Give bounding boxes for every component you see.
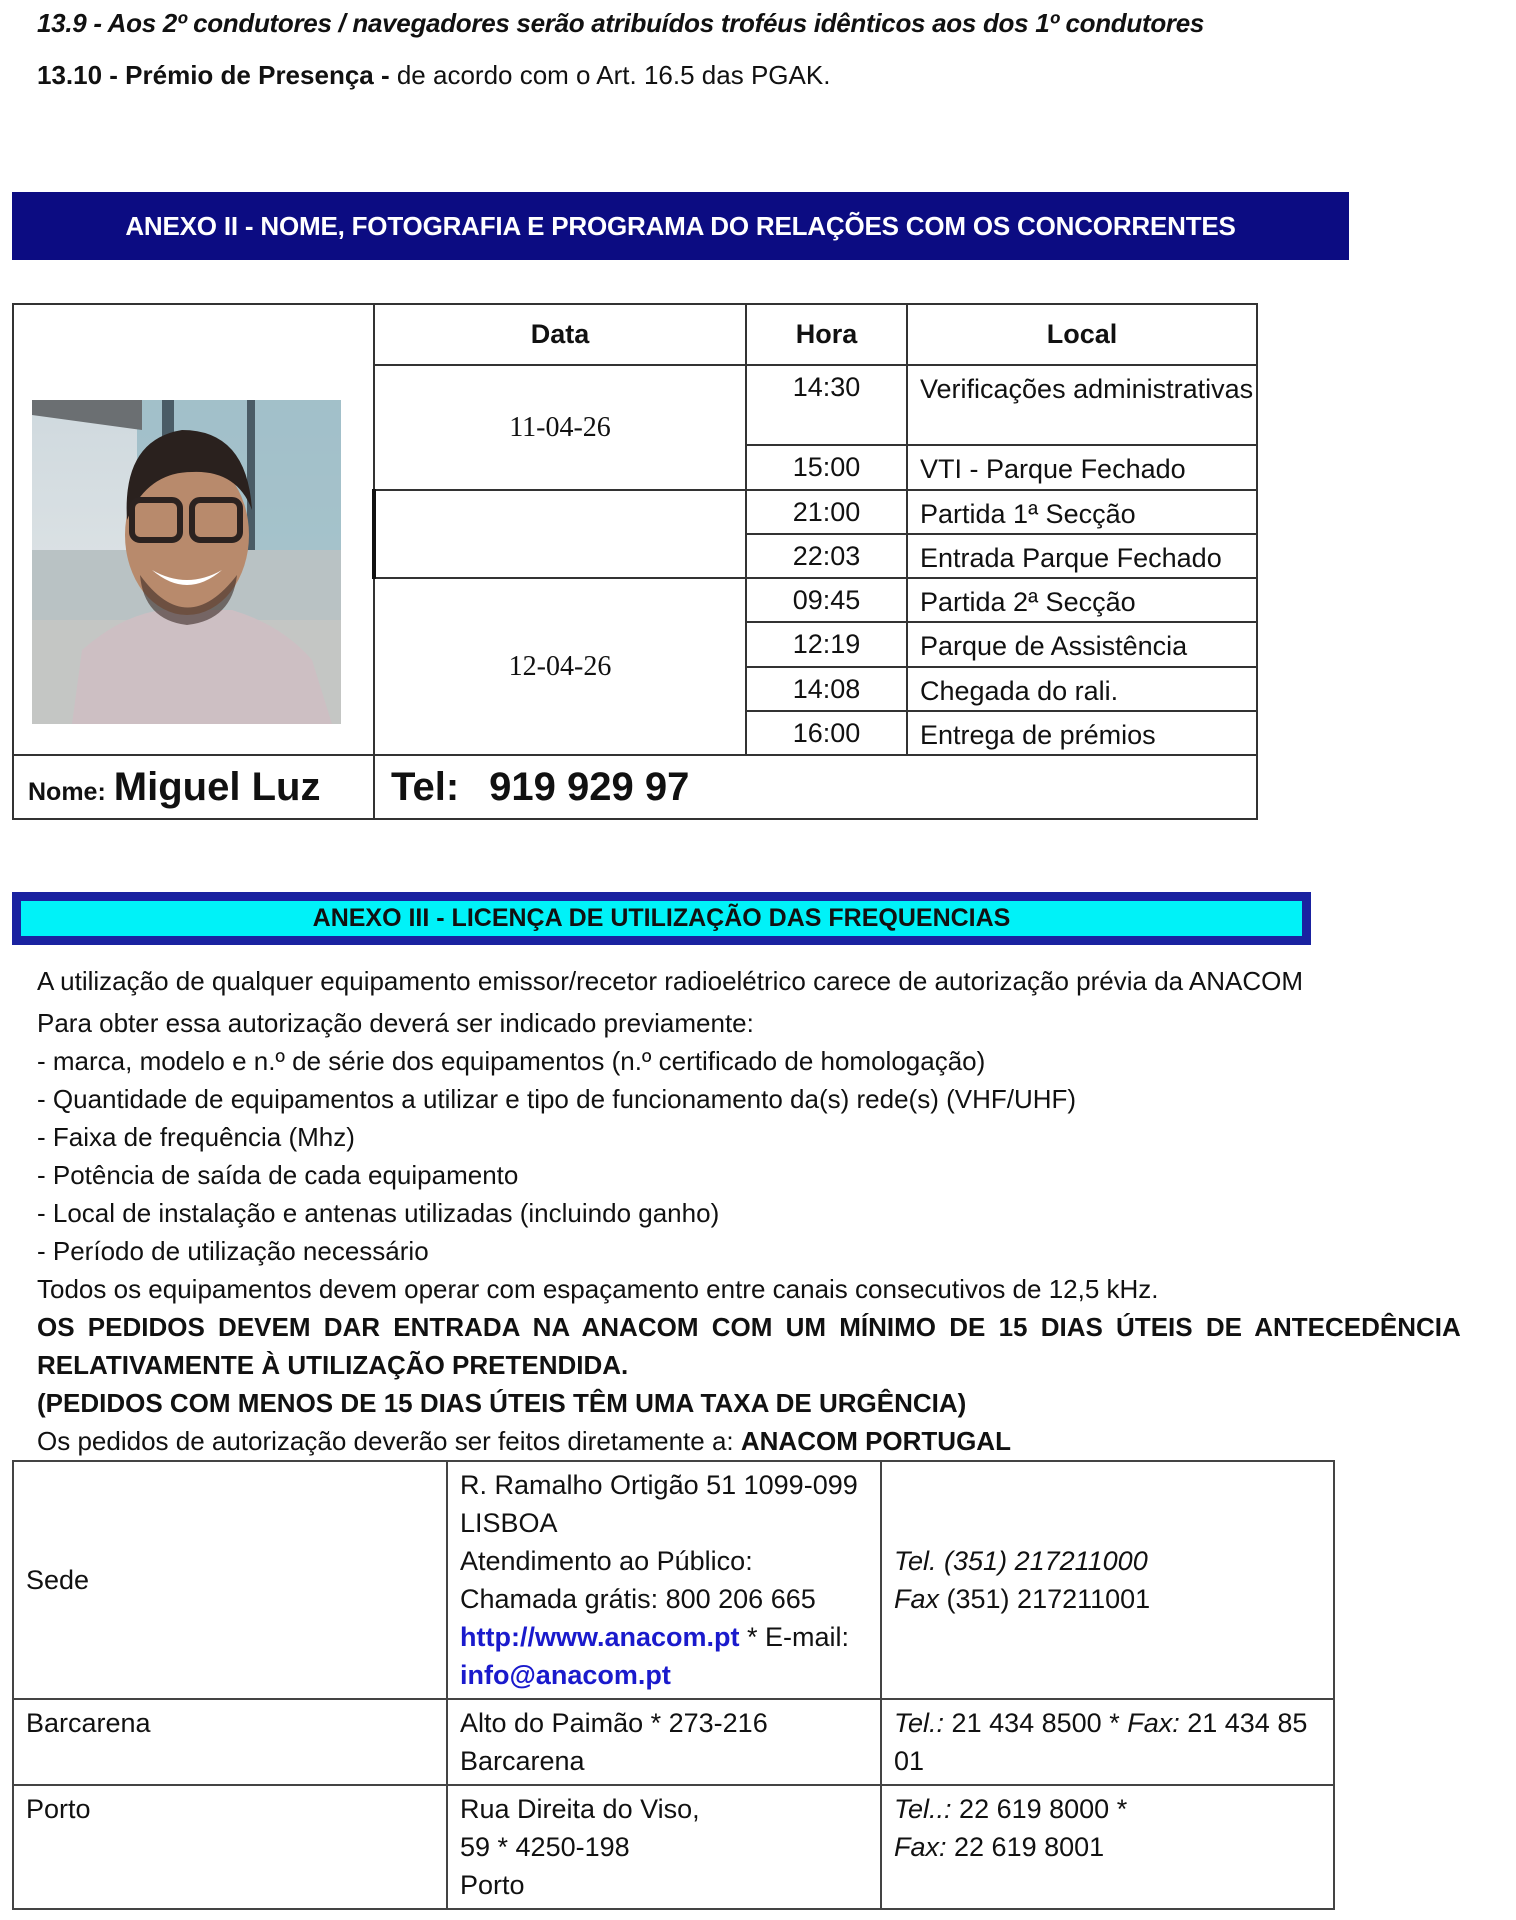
tel-value: (351) 217211000 [936, 1546, 1148, 1576]
office-address [447, 1785, 881, 1909]
schedule-time: 14:30 [746, 365, 907, 445]
text-line: - Potência de saída de cada equipamento [37, 1160, 519, 1190]
office-address [447, 1699, 881, 1785]
contact-row-porto [13, 1785, 1334, 1909]
tel-value: 21 434 8500 * [944, 1708, 1128, 1738]
schedule-place: Parque de Assistência [907, 622, 1257, 667]
bold-line: (PEDIDOS COM MENOS DE 15 DIAS ÚTEIS TÊM UMA TAXA DE URGÊNCIA) [37, 1388, 967, 1418]
officer-tel[interactable]: 919 929 97 [489, 764, 690, 809]
date-empty-cell [374, 490, 746, 578]
name-cell [13, 755, 374, 819]
fax-line [894, 1828, 1321, 1866]
text-line: Todos os equipamentos devem operar com espaçamento entre canais consecutivos de 12,5 kHz. [37, 1274, 1159, 1304]
contact-row-barcarena [13, 1699, 1334, 1785]
schedule-place: Entrada Parque Fechado [907, 534, 1257, 578]
tel-line [894, 1542, 1321, 1580]
office-name: Porto [13, 1785, 447, 1909]
contact-officer-table [12, 303, 1258, 820]
address-line: Barcarena [460, 1746, 585, 1776]
address-line: LISBOA [460, 1508, 558, 1538]
schedule-place: Entrega de prémios [907, 711, 1257, 755]
web-line [460, 1618, 868, 1694]
tel-label: Tel.: [894, 1708, 945, 1738]
final-text: Os pedidos de autorização deverão ser feitos diretamente a: [37, 1426, 741, 1456]
tel-value: 22 619 8000 * [951, 1794, 1128, 1824]
annex2-title: ANEXO II - NOME, FOTOGRAFIA E PROGRAMA DO RELAÇÕES COM OS CONCORRENTES [125, 210, 1236, 241]
schedule-time: 14:08 [746, 667, 907, 711]
text-line: - Local de instalação e antenas utilizadas (incluindo ganho) [37, 1198, 720, 1228]
bold-line: OS PEDIDOS DEVEM DAR ENTRADA NA ANACOM COM UM MÍNIMO DE 15 DIAS ÚTEIS DE ANTECEDÊNCIA [37, 1312, 1461, 1342]
schedule-time: 09:45 [746, 578, 907, 622]
schedule-place: Verificações administrativas [907, 365, 1257, 445]
annex2-banner [12, 192, 1349, 260]
header-place: Local [907, 304, 1257, 365]
final-bold: ANACOM PORTUGAL [740, 1426, 1011, 1456]
officer-photo [32, 400, 341, 724]
name-label: Nome: [28, 777, 106, 806]
schedule-time: 21:00 [746, 490, 907, 534]
anacom-contacts-table [12, 1460, 1335, 1910]
address-line: Alto do Paimão * 273-216 [460, 1708, 768, 1738]
annex3-text [37, 962, 1507, 1460]
address-line: Porto [460, 1870, 525, 1900]
address-line: Atendimento ao Público: [460, 1546, 753, 1576]
office-phones [881, 1699, 1334, 1785]
fax-label: Fax: [1127, 1708, 1180, 1738]
item-13-10-label: 13.10 - Prémio de Presença - [37, 60, 390, 90]
address-line: 59 * 4250-198 [460, 1832, 630, 1862]
schedule-time: 22:03 [746, 534, 907, 578]
schedule-place: Partida 2ª Secção [907, 578, 1257, 622]
tel-label: Tel. [894, 1546, 937, 1576]
office-name: Sede [13, 1461, 447, 1699]
text-line: - Faixa de frequência (Mhz) [37, 1122, 355, 1152]
schedule-place: Partida 1ª Secção [907, 490, 1257, 534]
tel-label: Tel..: [894, 1794, 952, 1824]
officer-name: Miguel Luz [113, 764, 321, 809]
photo-cell [13, 304, 374, 755]
address-line: R. Ramalho Ortigão 51 1099-099 [460, 1470, 858, 1500]
schedule-place: Chegada do rali. [907, 667, 1257, 711]
fax-label: Fax: [894, 1832, 947, 1862]
address-line: Chamada grátis: 800 206 665 [460, 1584, 816, 1614]
office-name: Barcarena [13, 1699, 447, 1785]
fax-line [894, 1580, 1321, 1618]
fax-value: 21 434 85 01 [894, 1708, 1308, 1776]
final-line [37, 1422, 1507, 1460]
address-line: Rua Direita do Viso, [460, 1794, 700, 1824]
office-phones [881, 1785, 1334, 1909]
email-link[interactable]: info@anacom.pt [460, 1660, 671, 1690]
fax-value: 22 619 8001 [946, 1832, 1105, 1862]
text-line: Para obter essa autorização deverá ser indicado previamente: [37, 1008, 754, 1038]
fax-value: (351) 217211001 [939, 1584, 1151, 1614]
office-address [447, 1461, 881, 1699]
schedule-time: 16:00 [746, 711, 907, 755]
item-13-10 [37, 60, 830, 91]
email-prefix: * E-mail: [739, 1622, 850, 1652]
text-line: - marca, modelo e n.º de série dos equipamentos (n.º certificado de homologação) [37, 1046, 986, 1076]
schedule-time: 12:19 [746, 622, 907, 667]
schedule-place: VTI - Parque Fechado [907, 445, 1257, 490]
website-link[interactable]: http://www.anacom.pt [460, 1622, 740, 1652]
office-phones [881, 1461, 1334, 1699]
item-13-9: 13.9 - Aos 2º condutores / navegadores serão atribuídos troféus idênticos aos dos 1º condutores [37, 8, 1205, 38]
header-time: Hora [746, 304, 907, 365]
text-line: - Quantidade de equipamentos a utilizar e tipo de funcionamento da(s) rede(s) (VHF/UHF) [37, 1084, 1077, 1114]
annex3-title: ANEXO III - LICENÇA DE UTILIZAÇÃO DAS FREQUENCIAS [312, 904, 1011, 932]
date-day1: 11-04-26 [374, 365, 746, 490]
tel-label: Tel: [391, 764, 460, 809]
text-line: - Período de utilização necessário [37, 1236, 429, 1266]
tel-cell [374, 755, 1257, 819]
text-line: A utilização de qualquer equipamento emissor/recetor radioelétrico carece de autorização prévia da ANACOM [37, 966, 1304, 996]
annex3-banner [12, 892, 1311, 945]
date-day2: 12-04-26 [374, 578, 746, 755]
tel-line [894, 1790, 1321, 1828]
schedule-time: 15:00 [746, 445, 907, 490]
contact-row-sede [13, 1461, 1334, 1699]
header-date: Data [374, 304, 746, 365]
bold-line: RELATIVAMENTE À UTILIZAÇÃO PRETENDIDA. [37, 1350, 629, 1380]
item-13-10-text: de acordo com o Art. 16.5 das PGAK. [389, 60, 831, 90]
fax-label: Fax [894, 1584, 940, 1614]
